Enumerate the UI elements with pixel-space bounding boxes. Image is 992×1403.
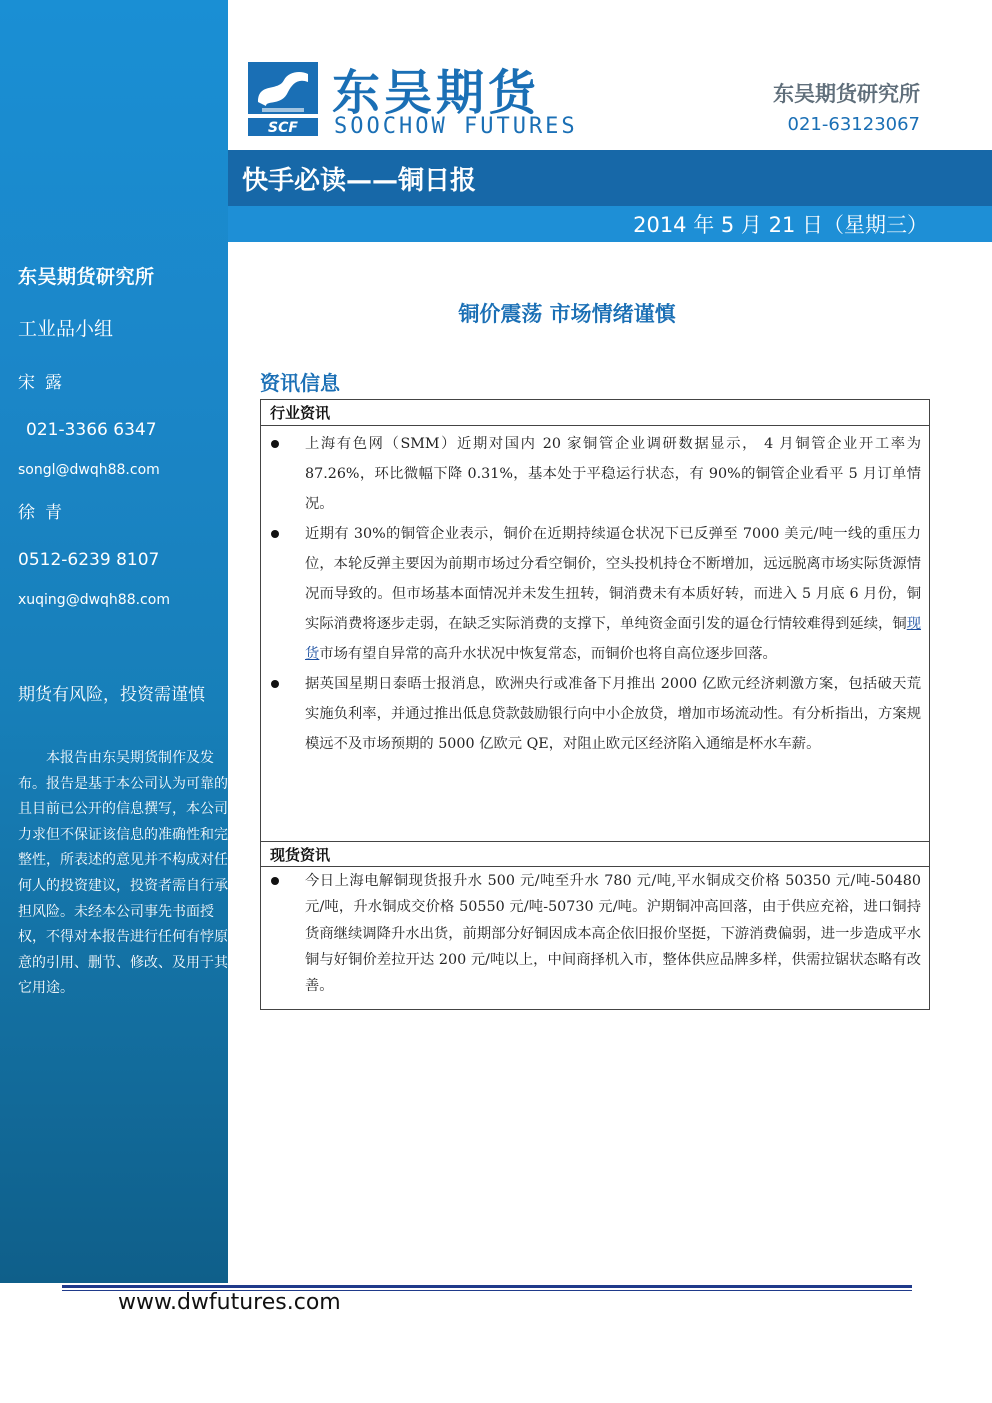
analyst-email: xuqing@dwqh88.com	[18, 592, 170, 608]
disclaimer-text: 本报告由东吴期货制作及发布。报告是基于本公司认为可靠的且目前已公开的信息撰写，本公司力求但不保证该信息的准确性和完整性，所表述的意见并不构成对任何人的投资建议，投资者需自行承担风险。未经本公司事先书面授权，不得对本报告进行任何有悖原意的引用、删节、修改、及用于其它用途。	[18, 750, 228, 997]
risk-notice: 期货有风险，投资需谨慎	[18, 685, 205, 705]
header-institute: 东吴期货研究所	[773, 82, 920, 106]
analyst-phone: 021-3366 6347	[26, 420, 157, 440]
news-table	[260, 399, 930, 1010]
headline: 铜价震荡 市场情绪谨慎	[458, 302, 676, 326]
scf-logo-svg	[248, 62, 318, 136]
item-text: 据英国星期日泰晤士报消息，欧洲央行或准备下月推出 2000 亿欧元经济刺激方案，包括破天荒实施负利率，并通过推出低息贷款鼓励银行向中小企放贷，增加市场流动性。有分析指出，方案规模远不及市场预期的 5000 亿欧元 QE，对阻止欧元区经济陷入通缩是杯水车薪。	[305, 676, 921, 752]
analyst-name: 宋露	[18, 373, 72, 393]
item-text: 今日上海电解铜现货报升水 500 元/吨至升水 780 元/吨,平水铜成交价格 50350 元/吨-50480 元/吨，升水铜成交价格 50550 元/吨-50730 元/吨。沪期铜冲高回落，由于供应充裕，进口铜持货商继续调降升水出货，前期部分好铜因成本高企依旧报价坚挺，下游消费偏弱，进一步造成平水铜与好铜价差拉开达 200 元/吨以上，中间商择机入市，整体供应品牌多样，供需拉锯状态略有改善。	[305, 873, 921, 995]
report-date: 2014 年 5 月 21 日（星期三）	[633, 213, 928, 237]
sidebar-group: 工业品小组	[18, 318, 114, 340]
spot-link[interactable]: 现货	[305, 616, 921, 662]
list-item	[261, 868, 929, 999]
list-item	[261, 519, 929, 669]
report-title: 快手必读——铜日报	[242, 166, 477, 196]
left-sidebar	[0, 0, 228, 1283]
bullet-icon	[271, 877, 279, 885]
bullet-icon	[271, 680, 279, 688]
list-item	[261, 669, 929, 759]
industry-heading: 行业资讯	[261, 400, 929, 426]
bullet-icon	[271, 440, 279, 448]
footer-divider	[62, 1285, 912, 1288]
item-text: 上海有色网（SMM）近期对国内 20 家铜管企业调研数据显示， 4 月铜管企业开工率为 87.26%，环比微幅下降 0.31%，基本处于平稳运行状态，有 90%的铜管企业看平 5 月订单情况。	[305, 436, 921, 512]
header-phone: 021-63123067	[787, 114, 920, 135]
item-text: 近期有 30%的铜管企业表示，铜价在近期持续逼仓状况下已反弹至 7000 美元/吨一线的重压力位，本轮反弹主要因为前期市场过分看空铜价，空头投机持仓不断增加，远远脱离市场实际货源情况而导致的。但市场基本面情况并未发生扭转，铜消费未有本质好转，而进入 5 月底 6 月份，铜实际消费将逐步走弱，在缺乏实际消费的支撑下，单纯资金面引发的逼仓行情较难得到延续，铜	[305, 526, 921, 632]
spot-list	[261, 867, 929, 999]
list-item	[261, 429, 929, 519]
sidebar-institute: 东吴期货研究所	[18, 266, 155, 288]
footer-url: www.dwfutures.com	[118, 1290, 341, 1315]
analyst-name: 徐青	[18, 503, 72, 523]
spot-heading: 现货资讯	[261, 841, 929, 867]
section-title: 资讯信息	[260, 371, 340, 395]
bullet-icon	[271, 530, 279, 538]
analyst-phone: 0512-6239 8107	[18, 550, 160, 570]
brand-name-en: SOOCHOW FUTURES	[334, 114, 578, 139]
item-text: 市场有望自异常的高升水状况中恢复常态，而铜价也将自高位逐步回落。	[319, 646, 777, 662]
industry-list	[261, 426, 929, 841]
logo-text: SCF	[268, 120, 298, 136]
analyst-email: songl@dwqh88.com	[18, 462, 160, 478]
brand-name-cn: 东吴期货	[332, 65, 541, 121]
scf-logo-icon	[248, 62, 318, 136]
